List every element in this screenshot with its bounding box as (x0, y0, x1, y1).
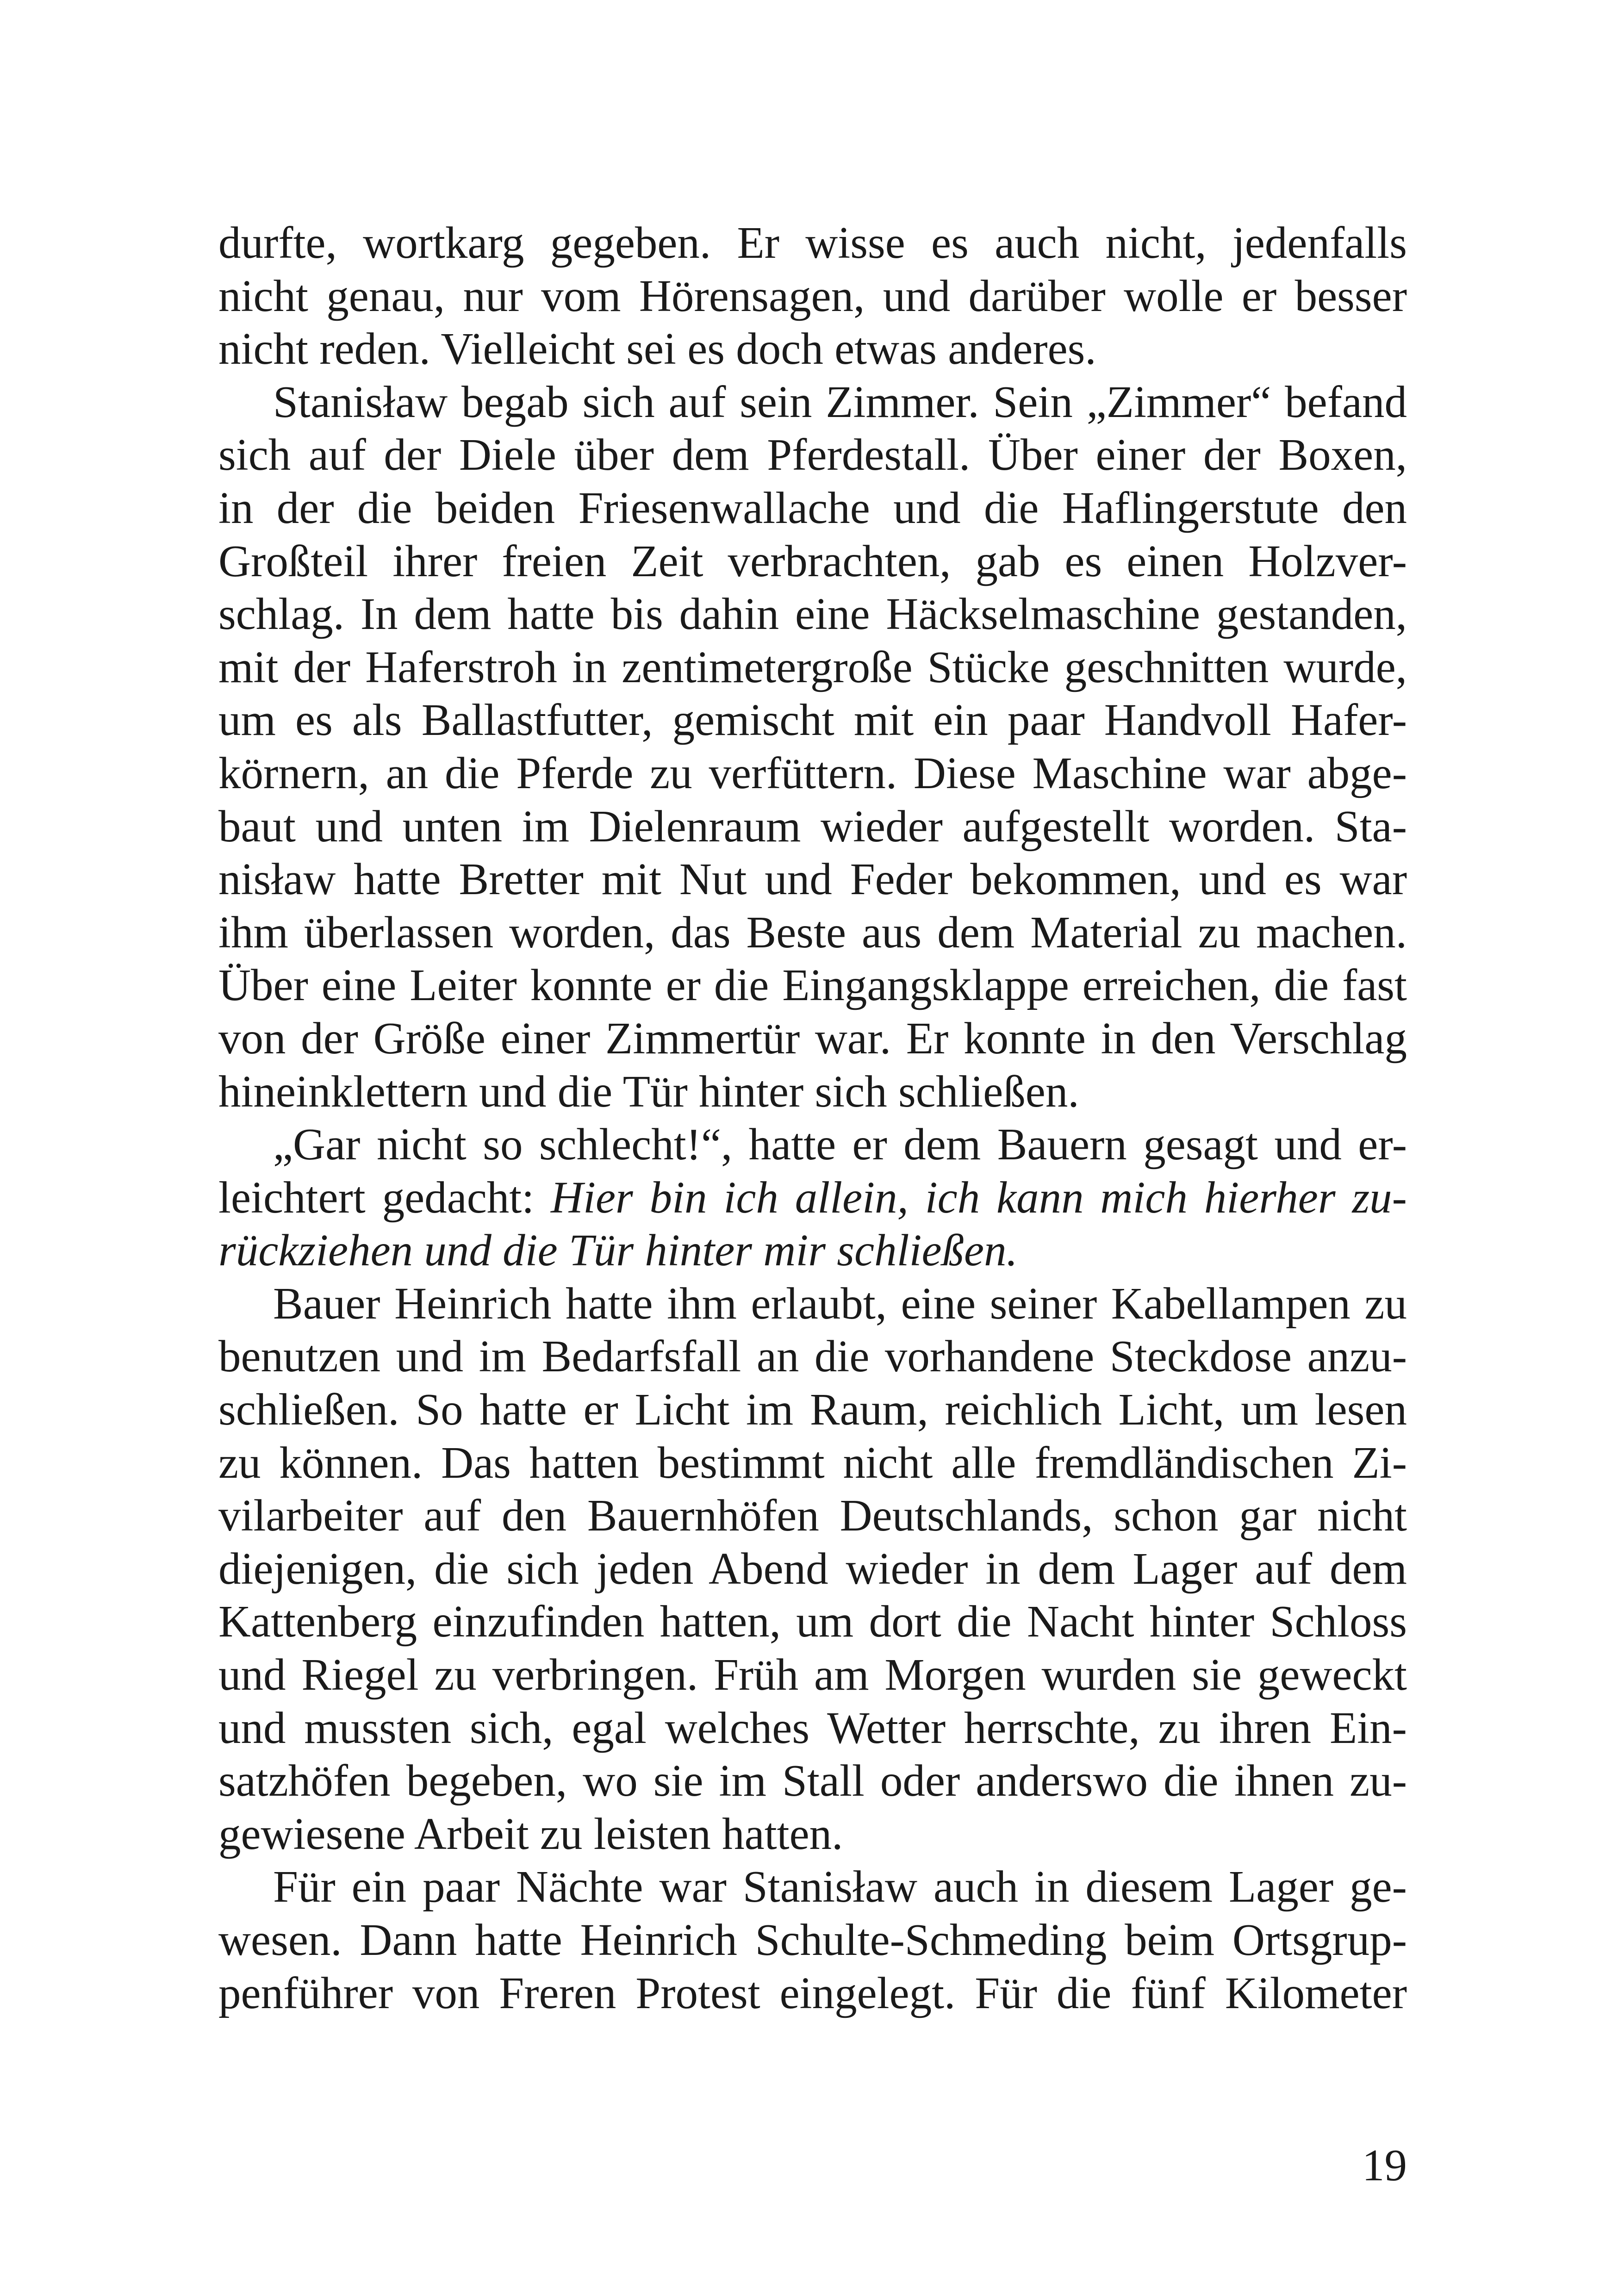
text-line-content: sich auf der Diele über dem Pferdestall. Über einer der Boxen, (218, 430, 1407, 480)
text-line (218, 1649, 1407, 1702)
text-line (218, 800, 1407, 853)
italic-thought: Hier bin ich allein, ich kann mich hierher zu- (550, 1172, 1407, 1222)
text-line-content: und mussten sich, egal welches Wetter herrschte, zu ihren Ein- (218, 1703, 1407, 1753)
text-line-content: Über eine Leiter konnte er die Eingangsklappe erreichen, die fast (218, 960, 1407, 1010)
text-line (218, 1224, 1407, 1277)
text-line (218, 1543, 1407, 1596)
text-line (218, 482, 1407, 535)
text-line (218, 1808, 1407, 1861)
text-line (218, 1012, 1407, 1065)
text-line-content: satzhöfen begeben, wo sie im Stall oder anderswo die ihnen zu- (218, 1756, 1407, 1806)
text-line (218, 1595, 1407, 1649)
text-line (218, 429, 1407, 482)
text-line-content: von der Größe einer Zimmertür war. Er konnte in den Verschlag (218, 1013, 1407, 1063)
text-line-content: durfte, wortkarg gegeben. Er wisse es auch nicht, jedenfalls (218, 218, 1407, 268)
text-line-content: nisław hatte Bretter mit Nut und Feder bekommen, und es war (218, 854, 1407, 904)
text-line-content: diejenigen, die sich jeden Abend wieder in dem Lager auf dem (218, 1543, 1407, 1593)
text-line (218, 1171, 1407, 1225)
text-line-content: körnern, an die Pferde zu verfüttern. Diese Maschine war abge- (218, 748, 1407, 798)
text-line-content: Großteil ihrer freien Zeit verbrachten, gab es einen Holzver- (218, 536, 1407, 586)
text-line-content: leichtert gedacht: (218, 1172, 551, 1222)
text-line-content: zu können. Das hatten bestimmt nicht alle fremdländischen Zi- (218, 1437, 1407, 1487)
text-line (218, 906, 1407, 959)
text-line (218, 1702, 1407, 1755)
text-line-content: Kattenberg einzufinden hatten, um dort die Nacht hinter Schloss (218, 1597, 1407, 1647)
page-number: 19 (1362, 2140, 1407, 2190)
text-line-content: ihm überlassen worden, das Beste aus dem Material zu machen. (218, 907, 1407, 957)
text-line-content: wesen. Dann hatte Heinrich Schulte-Schmeding beim Ortsgrup- (218, 1915, 1407, 1965)
text-line-content: um es als Ballastfutter, gemischt mit ein paar Handvoll Hafer- (218, 695, 1407, 745)
text-line-content: nicht genau, nur vom Hörensagen, und darüber wolle er besser (218, 271, 1407, 321)
text-line (218, 270, 1407, 323)
text-line (218, 376, 1407, 429)
text-line (218, 1489, 1407, 1543)
text-line (218, 535, 1407, 588)
text-line (218, 1860, 1407, 1914)
text-line-content: baut und unten im Dielenraum wieder aufgestellt worden. Sta- (218, 801, 1407, 851)
text-line (218, 1437, 1407, 1490)
text-line (218, 853, 1407, 906)
text-line-content: schließen. So hatte er Licht im Raum, reichlich Licht, um lesen (218, 1385, 1407, 1435)
text-line-content: gewiesene Arbeit zu leisten hatten. (218, 1809, 843, 1859)
text-line-content: Bauer Heinrich hatte ihm erlaubt, eine seiner Kabellampen zu (273, 1278, 1407, 1328)
text-line (218, 1755, 1407, 1808)
text-line (218, 1967, 1407, 2020)
text-line-content: in der die beiden Friesenwallache und die Haflingerstute den (218, 483, 1407, 533)
text-line-content: penführer von Freren Protest eingelegt. Für die fünf Kilometer (218, 1968, 1407, 2018)
text-line (218, 1065, 1407, 1119)
text-line (218, 1383, 1407, 1437)
text-line-content: benutzen und im Bedarfsfall an die vorhandene Steckdose anzu- (218, 1332, 1407, 1381)
text-line (218, 1330, 1407, 1383)
text-line (218, 588, 1407, 641)
text-line-content: hineinklettern und die Tür hinter sich schließen. (218, 1066, 1079, 1116)
italic-thought: rückziehen und die Tür hinter mir schließen. (218, 1226, 1018, 1276)
text-line-content: „Gar nicht so schlecht!“, hatte er dem Bauern gesagt und er- (273, 1120, 1407, 1170)
text-line (218, 1118, 1407, 1171)
body-text (218, 217, 1407, 2020)
text-line-content: und Riegel zu verbringen. Früh am Morgen wurden sie geweckt (218, 1650, 1407, 1700)
text-line (218, 694, 1407, 747)
text-line (218, 747, 1407, 800)
text-line (218, 641, 1407, 694)
text-line-content: schlag. In dem hatte bis dahin eine Häckselmaschine gestanden, (218, 589, 1407, 639)
text-line-content: nicht reden. Vielleicht sei es doch etwas anderes. (218, 324, 1096, 374)
text-line-content: mit der Haferstroh in zentimetergroße Stücke geschnitten wurde, (218, 642, 1407, 692)
text-line-content: vilarbeiter auf den Bauernhöfen Deutschlands, schon gar nicht (218, 1491, 1407, 1541)
text-line (218, 217, 1407, 270)
text-line (218, 959, 1407, 1012)
text-line (218, 323, 1407, 376)
text-line (218, 1914, 1407, 1967)
text-line-content: Stanisław begab sich auf sein Zimmer. Sein „Zimmer“ befand (273, 377, 1407, 427)
text-line-content: Für ein paar Nächte war Stanisław auch in diesem Lager ge- (273, 1862, 1407, 1912)
text-line (218, 1277, 1407, 1331)
